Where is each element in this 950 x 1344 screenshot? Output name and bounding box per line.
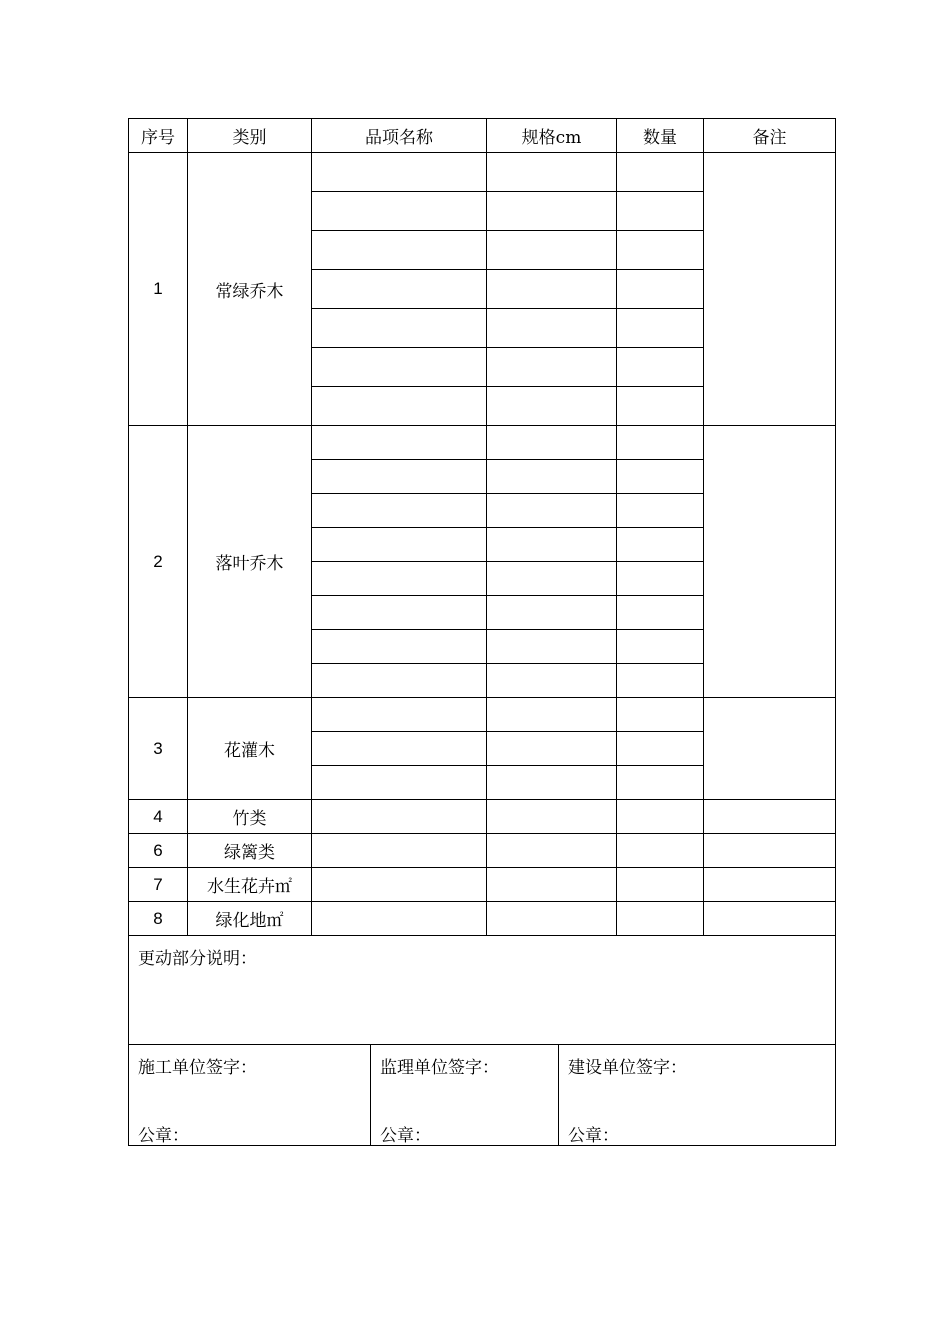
supervisor-seal-label: 公章：	[380, 1126, 431, 1146]
quantity-cell[interactable]	[617, 800, 704, 834]
item-name-cell[interactable]	[312, 309, 487, 348]
quantity-cell[interactable]	[617, 192, 704, 231]
spec-cell[interactable]	[487, 426, 617, 460]
notes-row	[129, 936, 836, 1045]
quantity-cell[interactable]	[617, 766, 704, 800]
group-category: 落叶乔木	[188, 426, 312, 698]
quantity-cell[interactable]	[617, 868, 704, 902]
remark-cell[interactable]	[704, 426, 836, 698]
table-row	[129, 902, 836, 936]
row-category: 绿篱类	[188, 834, 312, 868]
spec-cell[interactable]	[487, 528, 617, 562]
item-name-cell[interactable]	[312, 902, 487, 936]
remark-cell[interactable]	[704, 902, 836, 936]
item-name-cell[interactable]	[312, 153, 487, 192]
remark-cell[interactable]	[704, 153, 836, 426]
header-row	[129, 119, 836, 153]
contractor-signature-label: 施工单位签字：	[138, 1058, 257, 1078]
quantity-cell[interactable]	[617, 562, 704, 596]
header-item-name: 品项名称	[312, 119, 487, 153]
remark-cell[interactable]	[704, 834, 836, 868]
spec-cell[interactable]	[487, 562, 617, 596]
table-row	[129, 426, 836, 460]
remark-cell[interactable]	[704, 868, 836, 902]
item-name-cell[interactable]	[312, 192, 487, 231]
spec-cell[interactable]	[487, 192, 617, 231]
spec-cell[interactable]	[487, 153, 617, 192]
item-name-cell[interactable]	[312, 460, 487, 494]
quantity-cell[interactable]	[617, 387, 704, 426]
quantity-cell[interactable]	[617, 231, 704, 270]
quantity-cell[interactable]	[617, 153, 704, 192]
quantity-cell[interactable]	[617, 732, 704, 766]
supervisor-signature-label: 监理单位签字：	[380, 1058, 499, 1078]
row-seq: 7	[129, 868, 188, 902]
quantity-cell[interactable]	[617, 426, 704, 460]
quantity-cell[interactable]	[617, 528, 704, 562]
spec-cell[interactable]	[487, 387, 617, 426]
item-name-cell[interactable]	[312, 868, 487, 902]
header-spec: 规格cm	[487, 119, 617, 153]
quantity-cell[interactable]	[617, 630, 704, 664]
item-name-cell[interactable]	[312, 800, 487, 834]
table-row	[129, 868, 836, 902]
item-name-cell[interactable]	[312, 562, 487, 596]
item-name-cell[interactable]	[312, 270, 487, 309]
quantity-cell[interactable]	[617, 596, 704, 630]
spec-cell[interactable]	[487, 270, 617, 309]
header-quantity: 数量	[617, 119, 704, 153]
spec-cell[interactable]	[487, 766, 617, 800]
item-name-cell[interactable]	[312, 664, 487, 698]
header-remark: 备注	[704, 119, 836, 153]
table-row	[129, 834, 836, 868]
signature-row	[129, 1045, 836, 1146]
quantity-cell[interactable]	[617, 902, 704, 936]
spec-cell[interactable]	[487, 902, 617, 936]
row-seq: 6	[129, 834, 188, 868]
change-notes-field[interactable]	[129, 936, 836, 1045]
row-seq: 8	[129, 902, 188, 936]
spec-cell[interactable]	[487, 834, 617, 868]
change-record-table	[128, 118, 836, 1146]
remark-cell[interactable]	[704, 800, 836, 834]
remark-cell[interactable]	[704, 698, 836, 800]
table-row	[129, 698, 836, 732]
item-name-cell[interactable]	[312, 698, 487, 732]
table-row	[129, 153, 836, 192]
quantity-cell[interactable]	[617, 460, 704, 494]
group-category: 花灌木	[188, 698, 312, 800]
quantity-cell[interactable]	[617, 834, 704, 868]
item-name-cell[interactable]	[312, 231, 487, 270]
supervisor-signature-field[interactable]	[371, 1045, 559, 1146]
item-name-cell[interactable]	[312, 834, 487, 868]
item-name-cell[interactable]	[312, 766, 487, 800]
row-category: 水生花卉㎡	[188, 868, 312, 902]
quantity-cell[interactable]	[617, 494, 704, 528]
quantity-cell[interactable]	[617, 348, 704, 387]
contractor-signature-field[interactable]	[129, 1045, 371, 1146]
group-seq: 3	[129, 698, 188, 800]
row-category: 绿化地㎡	[188, 902, 312, 936]
table-row	[129, 800, 836, 834]
change-notes-label: 更动部分说明：	[138, 949, 257, 969]
spec-cell[interactable]	[487, 348, 617, 387]
group-seq: 2	[129, 426, 188, 698]
item-name-cell[interactable]	[312, 426, 487, 460]
spec-cell[interactable]	[487, 868, 617, 902]
item-name-cell[interactable]	[312, 348, 487, 387]
header-seq: 序号	[129, 119, 188, 153]
item-name-cell[interactable]	[312, 387, 487, 426]
group-category: 常绿乔木	[188, 153, 312, 426]
item-name-cell[interactable]	[312, 528, 487, 562]
quantity-cell[interactable]	[617, 698, 704, 732]
item-name-cell[interactable]	[312, 596, 487, 630]
quantity-cell[interactable]	[617, 309, 704, 348]
row-category: 竹类	[188, 800, 312, 834]
quantity-cell[interactable]	[617, 664, 704, 698]
owner-signature-label: 建设单位签字：	[568, 1058, 687, 1078]
spec-cell[interactable]	[487, 460, 617, 494]
spec-cell[interactable]	[487, 596, 617, 630]
spec-cell[interactable]	[487, 309, 617, 348]
spec-cell[interactable]	[487, 231, 617, 270]
item-name-cell[interactable]	[312, 732, 487, 766]
spec-cell[interactable]	[487, 630, 617, 664]
spec-cell[interactable]	[487, 698, 617, 732]
owner-seal-label: 公章：	[568, 1126, 619, 1146]
contractor-seal-label: 公章：	[138, 1126, 189, 1146]
spec-cell[interactable]	[487, 732, 617, 766]
owner-signature-field[interactable]	[559, 1045, 836, 1146]
spec-cell[interactable]	[487, 664, 617, 698]
header-category: 类别	[188, 119, 312, 153]
spec-cell[interactable]	[487, 800, 617, 834]
item-name-cell[interactable]	[312, 494, 487, 528]
group-seq: 1	[129, 153, 188, 426]
quantity-cell[interactable]	[617, 270, 704, 309]
row-seq: 4	[129, 800, 188, 834]
item-name-cell[interactable]	[312, 630, 487, 664]
spec-cell[interactable]	[487, 494, 617, 528]
